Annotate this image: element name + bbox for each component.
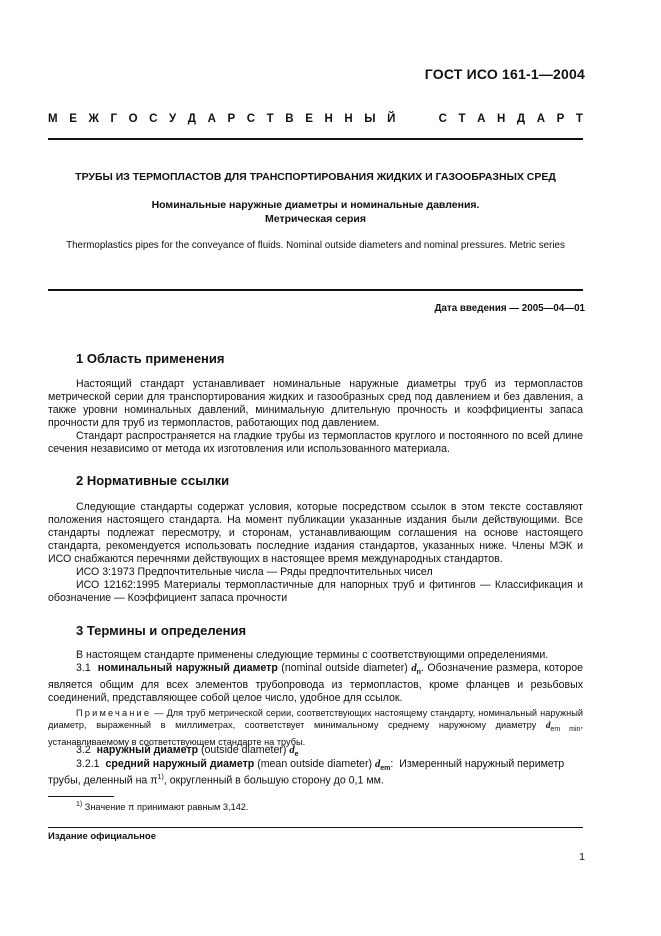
banner-letter: В [285, 113, 294, 125]
section-3-heading: 3 Термины и определения [76, 623, 247, 638]
official-rule [48, 827, 583, 828]
banner-letter: У [169, 113, 177, 125]
banner-letter: С [149, 113, 158, 125]
footnote: $^{1)}$ Значение π принимают равным 3,142. [76, 801, 249, 813]
document-code: ГОСТ ИСО 161-1—2004 [424, 66, 585, 82]
section-2-paragraph-1: Следующие стандарты содержат условия, которые посредством ссылок в этом тексте составляют положения настоящего стандарта. На момент публикации указанные издания были действующими. Все стандарты подлежат пересмотру, и сторонам, устанавливающим соглашения на основе настоящего стандарта, рекомендуется использовать последние издания стандартов, указанных ниже. Члены МЭК и ИСО снабжаются перечнями действующих в настоящее время международных стандартов. [48, 501, 583, 565]
banner-gap [407, 113, 427, 125]
term-3-2-1: 3.2.1 средний наружный диаметр (mean outside diameter) $d_{em}$: Измеренный наружный периметр [76, 758, 565, 773]
subtitle-line-2: Метрическая серия [265, 213, 366, 225]
banner-letter: Р [227, 113, 236, 125]
term-3-1-name: номинальный наружный диаметр [97, 662, 278, 674]
banner-letter: Н [344, 113, 353, 125]
banner-letter: Ы [364, 113, 376, 125]
banner-letter: С [246, 113, 256, 125]
banner-letter: Г [110, 113, 117, 125]
term-3-2-1-continued: трубы, деленный на $\pi^{1)}$, округленный в большую сторону до 0,1 мм. [48, 774, 384, 787]
banner-letter: Д [516, 113, 526, 125]
banner-letter: Т [458, 113, 466, 125]
section-3-intro: В настоящем стандарте применены следующие термины с соответствующими определениями. [76, 649, 549, 661]
section-1-paragraph-1: Настоящий стандарт устанавливает номинальные наружные диаметры труб из термопластов метрической серии для транспортирования жидких и газообразных сред под давлением и без давления, а также уровни номинальных давлений, минимальную длительную прочность и коэффициенты запаса прочности для труб из термопластов, работающих под давлением. [48, 378, 583, 429]
subtitle-line-1: Номинальные наружные диаметры и номинальные давления. [151, 199, 480, 211]
term-3-1: 3.1 номинальный наружный диаметр (nominal outside diameter) $d_n$. Обозначение размера, которое является общим для всех элементов трубопровода из термопластов, кроме фланцев и резьбовых соединений, представляющее собой целое число, удобное для ссылок. [48, 662, 584, 705]
note-label: Примечание [76, 708, 152, 718]
standard-banner [48, 113, 583, 125]
section-1-paragraph-2: Стандарт распространяется на гладкие трубы из термопластов круглого и постоянного по всей длине сечения независимо от метода их изготовления или использованного материала. [48, 430, 583, 455]
banner-letter: М [48, 113, 58, 125]
banner-letter: Й [387, 113, 396, 125]
term-3-2: 3.2 наружный диаметр (outside diameter) $d_e$ [76, 744, 299, 759]
banner-letter: Ж [88, 113, 99, 125]
banner-letter: О [128, 113, 138, 125]
banner-letter: Е [69, 113, 77, 125]
banner-letter: Р [556, 113, 565, 125]
banner-letter: А [536, 113, 546, 125]
section-1-heading: 1 Область применения [76, 351, 225, 366]
document-title: ТРУБЫ ИЗ ТЕРМОПЛАСТОВ ДЛЯ ТРАНСПОРТИРОВАНИЯ ЖИДКИХ И ГАЗООБРАЗНЫХ СРЕД [75, 171, 556, 183]
banner-letter: Т [266, 113, 274, 125]
top-rule [48, 138, 583, 140]
banner-letter: Е [305, 113, 313, 125]
banner-letter: Н [324, 113, 333, 125]
official-edition: Издание официальное [48, 831, 156, 842]
banner-letter: Д [187, 113, 196, 125]
banner-letter: А [207, 113, 216, 125]
section-2-heading: 2 Нормативные ссылки [76, 473, 230, 488]
effective-date: Дата введения — 2005—04—01 [434, 303, 585, 314]
banner-letter: Н [497, 113, 506, 125]
banner-letter: С [438, 113, 447, 125]
banner-letter: Т [575, 113, 583, 125]
note-3-1: Примечание — Для труб метрической серии, соответствующих настоящему стандарту, номинальный наружный диаметр, выраженный в миллиметрах, соответствует минимальному среднему наружному диаметру $d_{em min}$, устанавливаемому в соответствующем стандарте на трубы. [48, 708, 583, 747]
reference-iso-12162: ИСО 12162:1995 Материалы термопластичные для напорных труб и фитингов — Классификация и обозначение — Коэффициент запаса прочности [48, 579, 583, 604]
footnote-rule [48, 796, 114, 797]
english-title: Thermoplastics pipes for the conveyance of fluids. Nominal outside diameters and nominal pressures. Metric series [66, 240, 565, 251]
page-number: 1 [579, 851, 585, 863]
reference-iso-3: ИСО 3:1973 Предпочтительные числа — Ряды предпочтительных чисел [76, 566, 433, 578]
title-rule [48, 289, 583, 291]
banner-letter: А [477, 113, 486, 125]
document-subtitle [48, 198, 583, 226]
